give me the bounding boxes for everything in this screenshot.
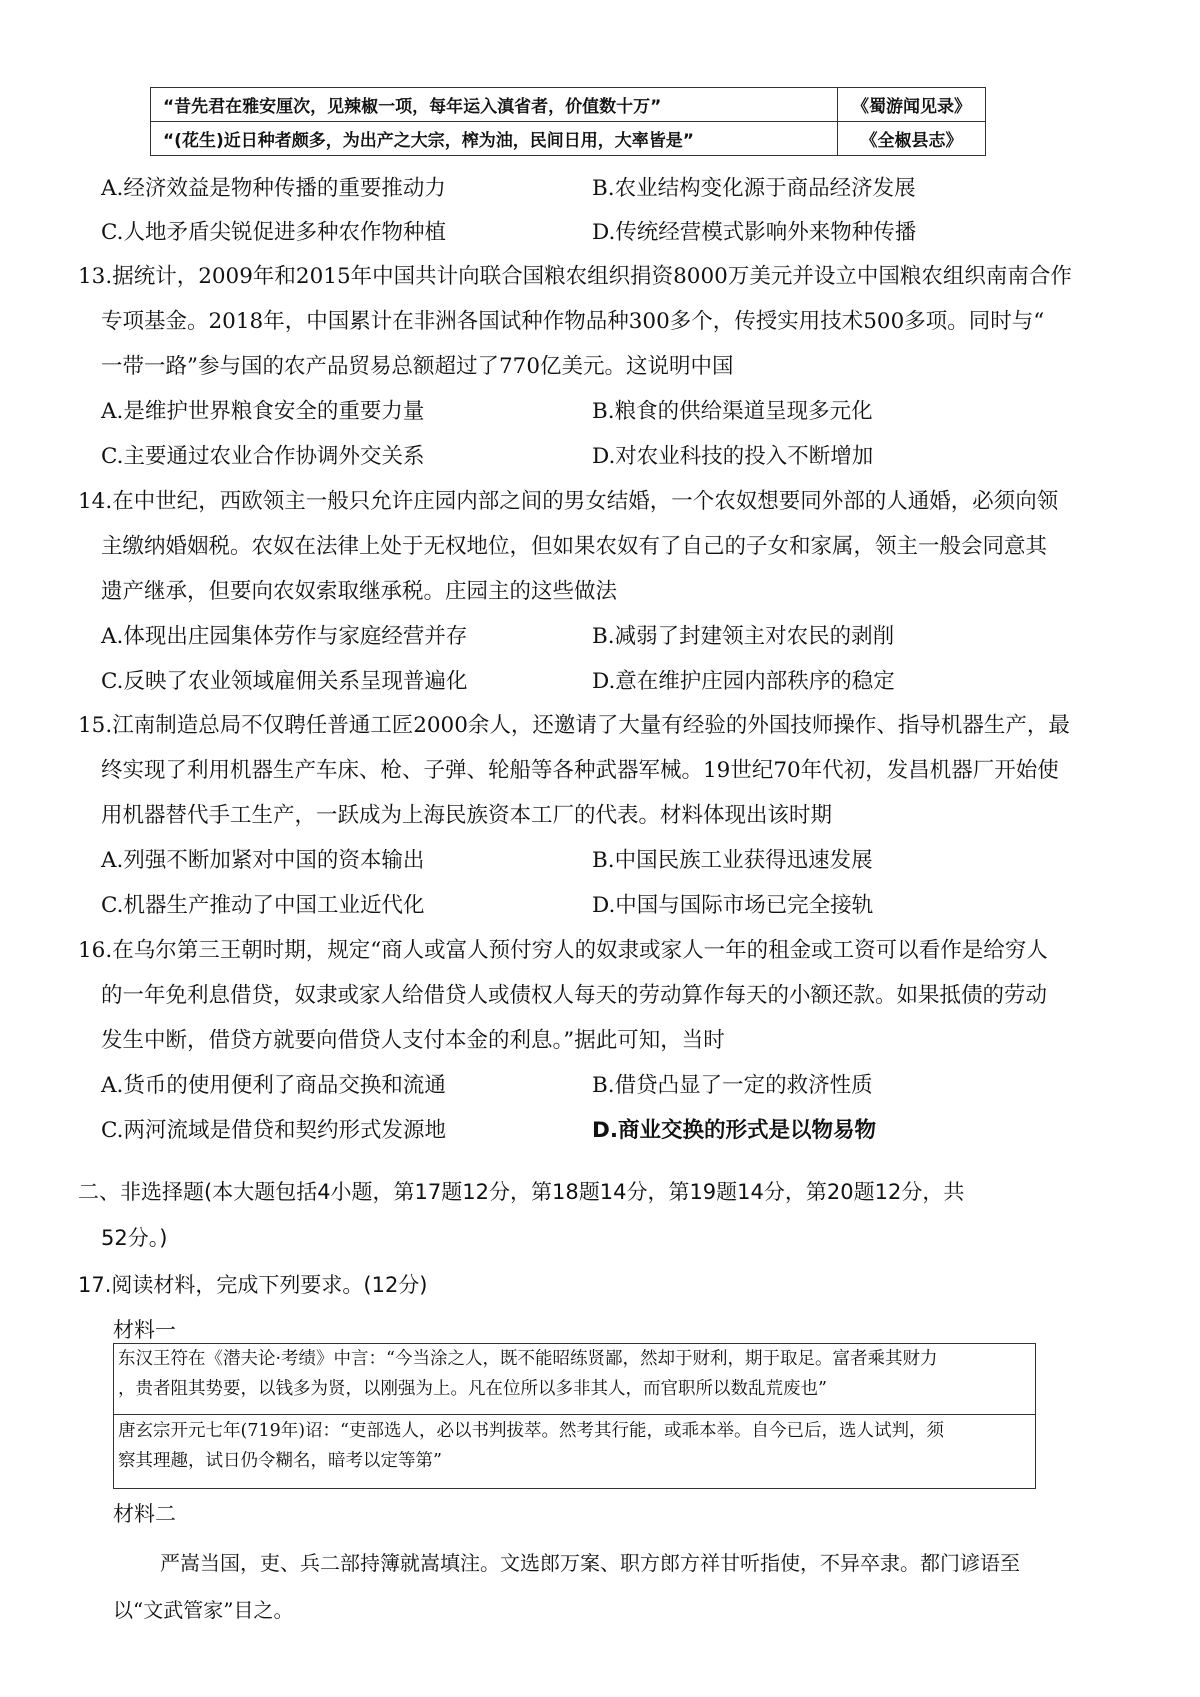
q12-option-a: A.经济效益是物种传播的重要推动力 bbox=[101, 176, 446, 201]
table-row bbox=[151, 88, 986, 122]
q16-option-d: D.商业交换的形式是以物易物 bbox=[592, 1118, 877, 1143]
q16-option-c: C.两河流域是借贷和契约形式发源地 bbox=[101, 1118, 447, 1143]
q16-option-a: A.货币的使用便利了商品交换和流通 bbox=[101, 1073, 446, 1098]
q13-option-d: D.对农业科技的投入不断增加 bbox=[592, 444, 874, 469]
section-heading-cont: 52分。) bbox=[101, 1226, 168, 1250]
q13-line-3: 一带一路”参与国的农产品贸易总额超过了770亿美元。这说明中国 bbox=[101, 354, 734, 379]
q15-line-2: 终实现了利用机器生产车床、枪、子弹、轮船等各种武器军械。19世纪70年代初，发昌机器厂开始使 bbox=[101, 758, 1059, 783]
source-cell: 《全椒县志》 bbox=[838, 122, 986, 156]
q15-option-a: A.列强不断加紧对中国的资本输出 bbox=[101, 848, 425, 873]
quote-cell: “(花生)近日种者颇多，为出产之大宗，榨为油，民间日用，大率皆是” bbox=[151, 122, 838, 156]
q13-option-a: A.是维护世界粮食安全的重要力量 bbox=[101, 399, 425, 424]
section-heading: 二、非选择题(本大题包括4小题，第17题12分，第18题14分，第19题14分，第20题12分，共 bbox=[78, 1180, 965, 1204]
material1-row1-line1: 东汉王符在《潜夫论·考绩》中言：“今当涂之人，既不能昭练贤鄙，然却于财利，期于取足。富者乘其财力 bbox=[118, 1349, 938, 1369]
material1-row2-line1: 唐玄宗开元七年(719年)诏：“吏部选人，必以书判拔萃。然考其行能，或乖本举。自今已后，选人试判，须 bbox=[118, 1421, 945, 1441]
q14-option-b: B.减弱了封建领主对农民的剥削 bbox=[592, 624, 895, 649]
q13-line-2: 专项基金。2018年，中国累计在非洲各国试种作物品种300多个，传授实用技术500多项。同时与“ bbox=[101, 309, 1045, 334]
q14-line-3: 遗产继承，但要向农奴索取继承税。庄园主的这些做法 bbox=[101, 579, 618, 604]
q12-option-c: C.人地矛盾尖锐促进多种农作物种植 bbox=[101, 220, 447, 245]
q15-option-b: B.中国民族工业获得迅速发展 bbox=[592, 848, 873, 873]
material1-row1-line2: ，贵者阻其势要，以钱多为贤，以刚强为上。凡在位所以多非其人，而官职所以数乱荒废也” bbox=[118, 1379, 827, 1399]
q15-line-1: 15.江南制造总局不仅聘任普通工匠2000余人，还邀请了大量有经验的外国技师操作、指导机器生产，最 bbox=[78, 713, 1070, 738]
material1-row2-line2: 察其理趣，试日仍令糊名，暗考以定等第” bbox=[118, 1451, 442, 1471]
quote-table bbox=[150, 87, 986, 156]
table-row bbox=[151, 122, 986, 156]
q13-option-b: B.粮食的供给渠道呈现多元化 bbox=[592, 399, 873, 424]
q14-option-d: D.意在维护庄园内部秩序的稳定 bbox=[592, 669, 895, 694]
material2-line-2: 以“文武管家”目之。 bbox=[113, 1598, 294, 1622]
quote-cell: “昔先君在雅安厘次，见辣椒一项，每年运入滇省者，价值数十万” bbox=[151, 88, 838, 122]
q14-line-1: 14.在中世纪，西欧领主一般只允许庄园内部之间的男女结婚，一个农奴想要同外部的人通婚，必须向领 bbox=[78, 489, 1059, 514]
q15-line-3: 用机器替代手工生产，一跃成为上海民族资本工厂的代表。材料体现出该时期 bbox=[101, 803, 833, 828]
q14-option-a: A.体现出庄园集体劳作与家庭经营并存 bbox=[101, 624, 468, 649]
material2-label: 材料二 bbox=[113, 1502, 176, 1526]
material1-row bbox=[114, 1416, 1035, 1488]
q15-option-d: D.中国与国际市场已完全接轨 bbox=[592, 893, 874, 918]
q17-title: 17.阅读材料，完成下列要求。(12分) bbox=[78, 1273, 428, 1297]
q12-option-d: D.传统经营模式影响外来物种传播 bbox=[592, 220, 917, 245]
q14-line-2: 主缴纳婚姻税。农奴在法律上处于无权地位，但如果农奴有了自己的子女和家属，领主一般会同意其 bbox=[101, 534, 1048, 559]
q13-line-1: 13.据统计，2009年和2015年中国共计向联合国粮农组织捐资8000万美元并设立中国粮农组织南南合作 bbox=[78, 264, 1072, 289]
q12-option-b: B.农业结构变化源于商品经济发展 bbox=[592, 176, 916, 201]
q16-option-b: B.借贷凸显了一定的救济性质 bbox=[592, 1073, 873, 1098]
q16-line-3: 发生中断，借贷方就要向借贷人支付本金的利息。”据此可知，当时 bbox=[101, 1028, 725, 1053]
q16-line-1: 16.在乌尔第三王朝时期，规定“商人或富人预付穷人的奴隶或家人一年的租金或工资可以看作是给穷人 bbox=[78, 938, 1048, 963]
material2-line-1: 严嵩当国，吏、兵二部持簿就嵩填注。文选郎万案、职方郎方祥甘听指使，不异卒隶。都门谚语至 bbox=[160, 1551, 1020, 1575]
q15-option-c: C.机器生产推动了中国工业近代化 bbox=[101, 893, 425, 918]
material1-label: 材料一 bbox=[113, 1318, 176, 1342]
material1-row bbox=[114, 1344, 1035, 1415]
q13-option-c: C.主要通过农业合作协调外交关系 bbox=[101, 444, 425, 469]
q16-line-2: 的一年免利息借贷，奴隶或家人给借贷人或债权人每天的劳动算作每天的小额还款。如果抵债的劳动 bbox=[101, 983, 1048, 1008]
source-cell: 《蜀游闻见录》 bbox=[838, 88, 986, 122]
q14-option-c: C.反映了农业领域雇佣关系呈现普遍化 bbox=[101, 669, 468, 694]
material1-box bbox=[113, 1343, 1036, 1489]
